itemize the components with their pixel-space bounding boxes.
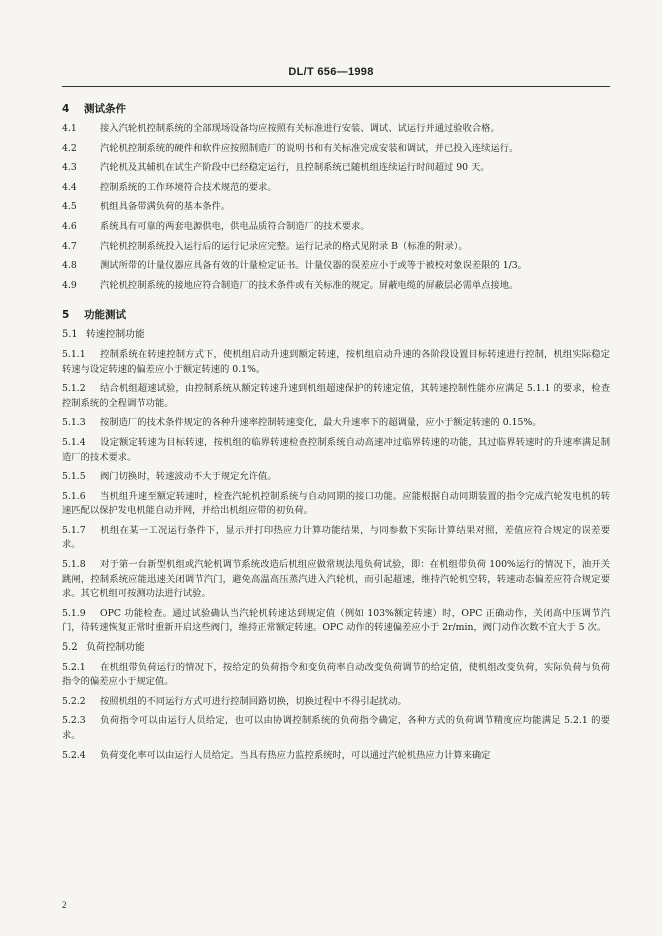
clause-5-1-3: 5.1.3 按制造厂的技术条件规定的各种升速率控制转速变化，最大升速率下的超调量，应小于额定转速的 0.15%。	[62, 417, 542, 429]
clause-4-6: 4.6 系统具有可靠的两套电源供电，供电品质符合制造厂的技术要求。	[62, 220, 370, 232]
clause-5-2-1: 5.2.1 在机组带负荷运行的情况下，按给定的负荷指令和变负荷率自动改变负荷调节的给定值，使机组改变负荷，实际负荷与负荷指令的偏差应小于规定值。	[62, 661, 610, 688]
clause-4-4: 4.4 控制系统的工作环境符合技术规范的要求。	[62, 181, 277, 193]
clause-5-1-8: 5.1.8 对于第一台新型机组或汽轮机调节系统改造后机组应做常规法甩负荷试验，即：在机组带负荷 100%运行的情况下，油开关跳闸，控制系统应能迅速关闭调节汽门，避免高温高压蒸汽进入汽轮机，而引起超速，维持汽轮机空转，转速动态偏差应符合规定要求。其它机组可按测功法进行试验。	[62, 559, 610, 600]
clause-4-9: 4.9 汽轮机控制系统的接地应符合制造厂的技术条件或有关标准的规定。屏蔽电缆的屏蔽层必需单点接地。	[62, 279, 519, 291]
clause-4-7: 4.7 汽轮机控制系统投入运行后的运行记录应完整。运行记录的格式见附录 B（标准的附录）。	[62, 240, 468, 252]
clause-4-5: 4.5 机组具备带满负荷的基本条件。	[62, 201, 231, 213]
document-body	[62, 102, 610, 768]
subsection-heading-5-1: 5.1 转速控制功能	[62, 329, 145, 341]
clause-5-1-7: 5.1.7 机组在某一工况运行条件下，显示并打印热应力计算功能结果，与同参数下实际计算结果对照，差值应符合规定的误差要求。	[62, 524, 610, 551]
subsection-heading-5-2: 5.2 负荷控制功能	[62, 642, 145, 654]
clause-5-2-3: 5.2.3 负荷指令可以由运行人员给定，也可以由协调控制系统的负荷指令确定，各种方式的负荷调节精度应均能满足 5.2.1 的要求。	[62, 715, 610, 741]
clause-5-2-4: 5.2.4 负荷变化率可以由运行人员给定。当具有热应力监控系统时，可以通过汽轮机热应力计算来确定	[62, 749, 491, 761]
clause-4-8: 4.8 测试所带的计量仪器应具备有效的计量检定证书。计量仪器的误差应小于或等于被校对象误差限的 1/3。	[62, 260, 527, 272]
section-heading-4: 4 测试条件	[62, 103, 126, 115]
clause-5-2-2: 5.2.2 按照机组的不同运行方式可进行控制回路切换，切换过程中不得引起扰动。	[62, 695, 407, 707]
clause-5-1-1: 5.1.1 控制系统在转速控制方式下，使机组启动升速到额定转速，按机组启动升速的各阶段设置目标转速进行控制，机组实际稳定转速与设定转速的偏差应小于额定转速的 0.1%。	[62, 348, 610, 375]
clause-5-1-2: 5.1.2 结合机组超速试验，由控制系统从额定转速升速到机组超速保护的转速定值，其转速控制性能亦应满足 5.1.1 的要求，检查控制系统的全程调节功能。	[62, 383, 610, 409]
header-divider	[62, 86, 610, 87]
section-heading-5: 5 功能测试	[62, 309, 126, 322]
clause-4-1: 4.1 接入汽轮机控制系统的全部现场设备均应按照有关标准进行安装、调试、试运行并通过验收合格。	[62, 123, 500, 134]
clause-5-1-5: 5.1.5 阀门切换时，转速波动不大于规定允许值。	[62, 471, 277, 483]
document-header: DL/T 656—1998	[288, 66, 374, 78]
clause-5-1-4: 5.1.4 设定额定转速为目标转速，按机组的临界转速检查控制系统自动高速冲过临界转速的功能，其过临界转速时的升速率满足制造厂的技术要求。	[62, 436, 610, 463]
clause-4-2: 4.2 汽轮机控制系统的硬件和软件应按照制造厂的说明书和有关标准完成安装和调试，并已投入连续运行。	[62, 142, 519, 154]
clause-5-1-6: 5.1.6 当机组升速至额定转速时，检查汽轮机控制系统与自动同期的接口功能。应能根据自动同期装置的指令完成汽轮发电机的转速匹配以保护发电机能自动并网，并给出机组应带的初负荷。	[62, 490, 610, 517]
clause-4-3: 4.3 汽轮机及其辅机在试生产阶段中已经稳定运行，且控制系统已随机组连续运行时间超过 90 天。	[62, 162, 490, 174]
page-number: 2	[62, 900, 67, 910]
clause-5-1-9: 5.1.9 OPC 功能检查。通过试验确认当汽轮机转速达到规定值（例如 103%额定转速）时，OPC 正确动作，关闭高中压调节汽门，待转速恢复正常时重新开启这些阀门，维持正常额定转速。OPC 动作的转速偏差应小于 2r/min，阀门动作次数不宜大于 5 次。	[62, 607, 610, 634]
